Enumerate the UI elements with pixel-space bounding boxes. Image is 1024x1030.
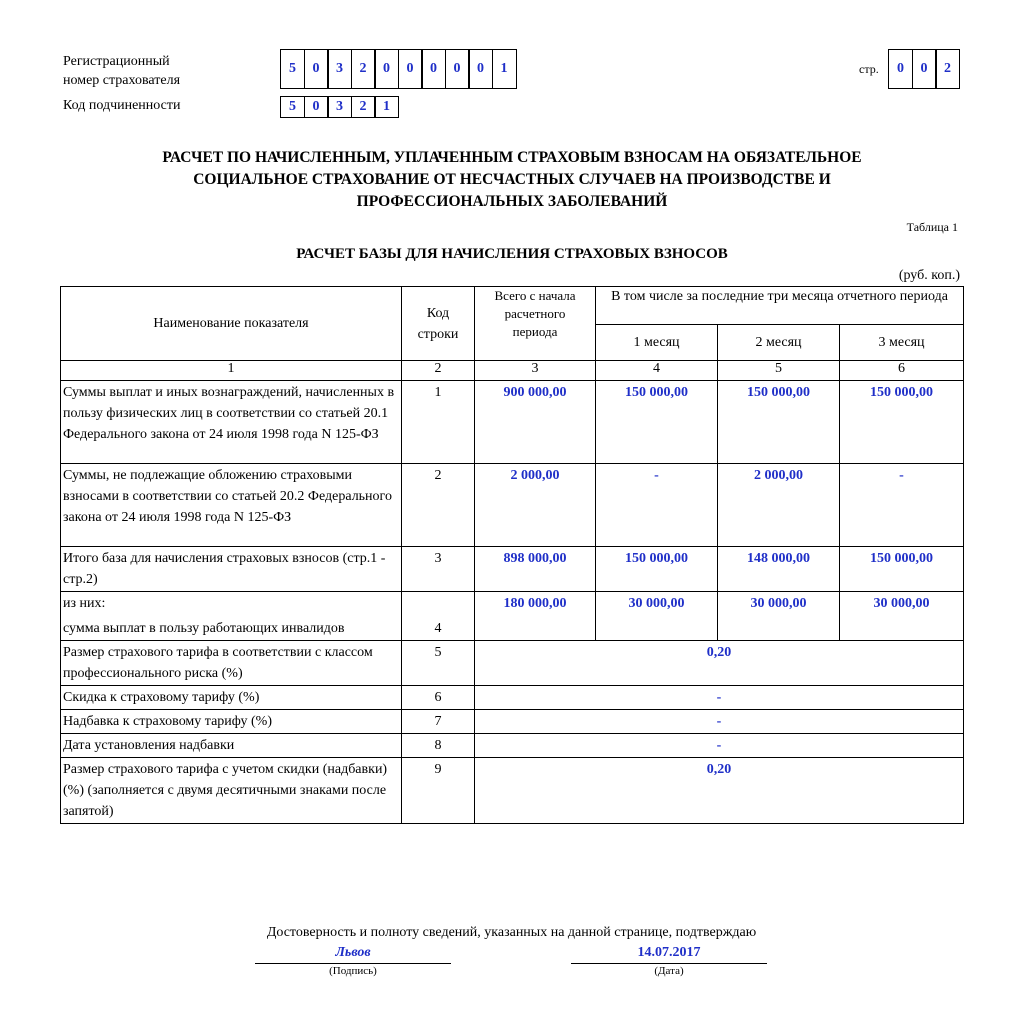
row-month1: -: [596, 464, 718, 547]
colnum: 2: [402, 361, 475, 381]
row-name: [61, 592, 402, 641]
row-code: 9: [402, 758, 475, 824]
sub-digit: 0: [304, 96, 329, 118]
header-code: Код строки: [402, 287, 475, 361]
reg-digit: 1: [492, 49, 517, 89]
row-name: Итого база для начисления страховых взносов (стр.1 - стр.2): [61, 547, 402, 592]
confirmation-text: Достоверность и полноту сведений, указанных на данной странице, подтверждаю: [266, 925, 757, 940]
sub-digit: 3: [327, 96, 352, 118]
page-label: стр.: [859, 62, 879, 76]
header-last-three-months: В том числе за последние три месяца отчетного периода: [596, 287, 964, 325]
table-row: [61, 592, 964, 641]
row-value: -: [475, 710, 964, 734]
page-number-boxes: [888, 49, 960, 89]
row-month2: 150 000,00: [718, 381, 840, 464]
reg-digit: 0: [304, 49, 329, 89]
row-code: 2: [402, 464, 475, 547]
row-name-part2: сумма выплат в пользу работающих инвалидов: [63, 621, 345, 636]
reg-number-label: [63, 52, 180, 90]
row-month1: 30 000,00: [596, 592, 718, 641]
reg-digit: 0: [445, 49, 470, 89]
colnum: 1: [61, 361, 402, 381]
table-row: [61, 464, 964, 547]
row-name-part1: из них:: [63, 596, 106, 611]
row-code: 5: [402, 641, 475, 686]
row-value: 0,20: [475, 758, 964, 824]
row-name: Размер страхового тарифа в соответствии с классом профессионального риска (%): [61, 641, 402, 686]
signature-caption: (Подпись): [329, 965, 377, 977]
header-name: Наименование показателя: [61, 287, 402, 361]
row-name: Суммы, не подлежащие обложению страховыми взносами в соответствии со статьей 20.2 Федерального закона от 24 июля 1998 года N 125-ФЗ: [61, 464, 402, 547]
row-name: Скидка к страховому тарифу (%): [61, 686, 402, 710]
table-row: [61, 381, 964, 464]
reg-number-boxes: [280, 49, 517, 89]
table-number: Таблица 1: [906, 220, 958, 234]
table-row: [61, 758, 964, 824]
row-code: 7: [402, 710, 475, 734]
row-month1: 150 000,00: [596, 547, 718, 592]
table-row: [61, 734, 964, 758]
row-code: 6: [402, 686, 475, 710]
table-subtitle: РАСЧЕТ БАЗЫ ДЛЯ НАЧИСЛЕНИЯ СТРАХОВЫХ ВЗНОСОВ: [296, 246, 728, 262]
table-row: [61, 547, 964, 592]
row-month3: 150 000,00: [840, 547, 964, 592]
row-month3: 150 000,00: [840, 381, 964, 464]
page-digit: 0: [888, 49, 913, 89]
reg-digit: 0: [374, 49, 399, 89]
row-name: Суммы выплат и иных вознаграждений, начисленных в пользу физических лиц в соответствии со статьей 20.1 Федерального закона от 24 июля 1998 года N 125-ФЗ: [61, 381, 402, 464]
row-month3: -: [840, 464, 964, 547]
row-code: 8: [402, 734, 475, 758]
row-total: 180 000,00: [475, 592, 596, 641]
header-total: Всего с начала расчетного периода: [475, 287, 596, 361]
reg-label-line2: номер страхователя: [63, 73, 181, 88]
colnum: 4: [596, 361, 718, 381]
row-month3: 30 000,00: [840, 592, 964, 641]
reg-digit: 2: [351, 49, 376, 89]
form-title: [60, 147, 964, 213]
reg-digit: 0: [421, 49, 446, 89]
title-line3: ПРОФЕССИОНАЛЬНЫХ ЗАБОЛЕВАНИЙ: [356, 193, 668, 210]
row-total: 900 000,00: [475, 381, 596, 464]
date-caption: (Дата): [654, 965, 684, 977]
table-row: [61, 686, 964, 710]
row-month2: 2 000,00: [718, 464, 840, 547]
header-month1: 1 месяц: [596, 325, 718, 361]
row-code: 1: [402, 381, 475, 464]
row-value: -: [475, 686, 964, 710]
date-line: [571, 963, 767, 964]
page-digit: 0: [912, 49, 937, 89]
colnum: 3: [475, 361, 596, 381]
units-label: (руб. коп.): [898, 268, 960, 283]
reg-digit: 5: [280, 49, 305, 89]
row-name: Размер страхового тарифа с учетом скидки (надбавки) (%) (заполняется с двумя десятичными знаками после запятой): [61, 758, 402, 824]
row-name: Дата установления надбавки: [61, 734, 402, 758]
colnum: 5: [718, 361, 840, 381]
row-code: 4: [402, 592, 475, 641]
signature-value: Львов: [335, 945, 371, 960]
row-name: Надбавка к страховому тарифу (%): [61, 710, 402, 734]
reg-digit: 0: [398, 49, 423, 89]
row-month1: 150 000,00: [596, 381, 718, 464]
row-value: 0,20: [475, 641, 964, 686]
date-value: 14.07.2017: [637, 945, 701, 960]
row-total: 2 000,00: [475, 464, 596, 547]
header-month2: 2 месяц: [718, 325, 840, 361]
colnum: 6: [840, 361, 964, 381]
title-line2: СОЦИАЛЬНОЕ СТРАХОВАНИЕ ОТ НЕСЧАСТНЫХ СЛУЧАЕВ НА ПРОИЗВОДСТВЕ И: [193, 171, 831, 188]
sub-digit: 2: [351, 96, 376, 118]
row-value: -: [475, 734, 964, 758]
sub-digit: 1: [374, 96, 399, 118]
table-row: [61, 641, 964, 686]
sub-code-boxes: [280, 96, 399, 118]
signature-line: [255, 963, 451, 964]
sub-digit: 5: [280, 96, 305, 118]
row-month2: 30 000,00: [718, 592, 840, 641]
reg-label-line1: Регистрационный: [63, 54, 170, 69]
reg-digit: 0: [468, 49, 493, 89]
reg-digit: 3: [327, 49, 352, 89]
table-row: [61, 710, 964, 734]
base-calculation-table: [60, 286, 964, 824]
row-month2: 148 000,00: [718, 547, 840, 592]
page-digit: 2: [935, 49, 960, 89]
title-line1: РАСЧЕТ ПО НАЧИСЛЕННЫМ, УПЛАЧЕННЫМ СТРАХОВЫМ ВЗНОСАМ НА ОБЯЗАТЕЛЬНОЕ: [162, 149, 862, 166]
row-total: 898 000,00: [475, 547, 596, 592]
sub-code-label: Код подчиненности: [63, 98, 181, 113]
header-month3: 3 месяц: [840, 325, 964, 361]
row-code: 3: [402, 547, 475, 592]
